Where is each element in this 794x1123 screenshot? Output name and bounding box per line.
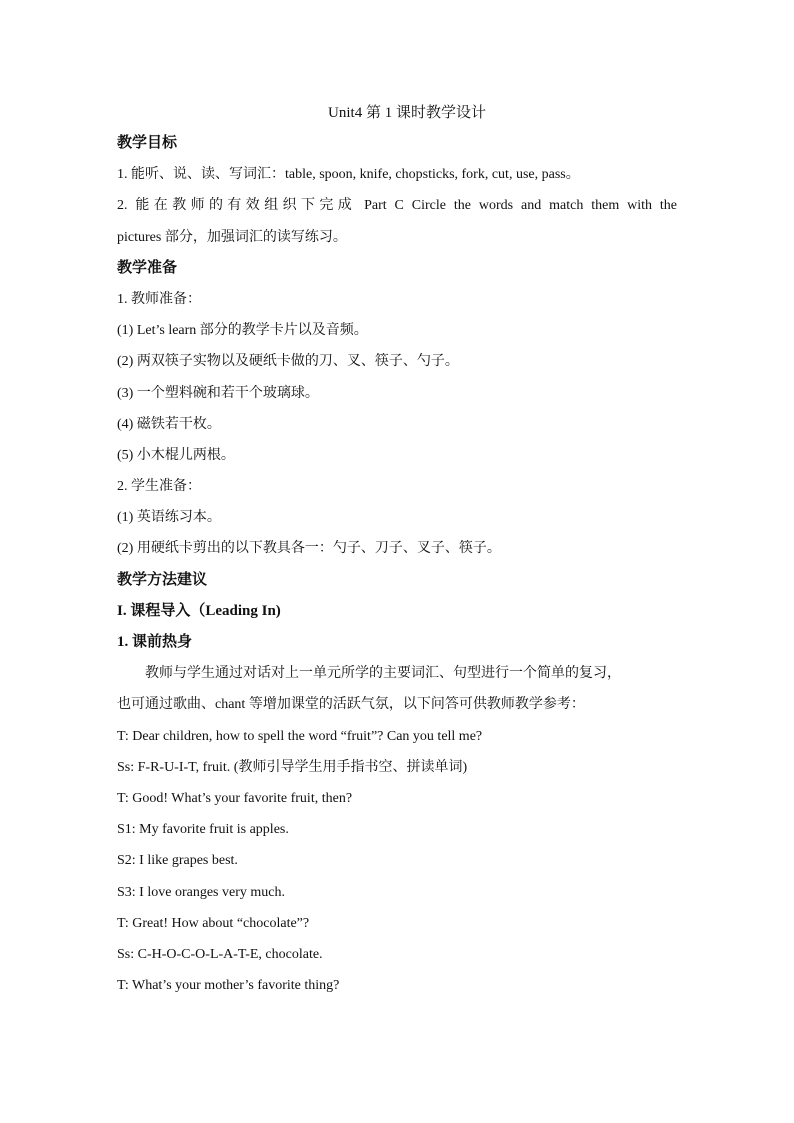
- text-line: 2. 能在教师的有效组织下完成 Part C Circle the words and match them with the: [117, 198, 677, 214]
- text-line: 1. 能听、说、读、写词汇：table, spoon, knife, chopsticks, fork, cut, use, pass。: [117, 167, 580, 183]
- text-line: T: What’s your mother’s favorite thing?: [117, 978, 340, 994]
- document-body: [117, 128, 677, 1001]
- text-line: (2) 两双筷子实物以及硬纸卡做的刀、叉、筷子、勺子。: [117, 354, 459, 370]
- text-line: Ss: F-R-U-I-T, fruit. (教师引导学生用手指书空、拼读单词): [117, 759, 468, 775]
- document-page: [117, 98, 677, 1001]
- text-line: T: Good! What’s your favorite fruit, then?: [117, 790, 353, 806]
- section-heading: 教学方法建议: [117, 571, 208, 588]
- text-line: 1. 教师准备：: [117, 291, 201, 307]
- text-line: S3: I love oranges very much.: [117, 884, 285, 900]
- text-line: S1: My favorite fruit is apples.: [117, 822, 289, 838]
- text-line: pictures 部分，加强词汇的读写练习。: [117, 229, 347, 245]
- text-line: 2. 学生准备：: [117, 479, 201, 495]
- text-line: 也可通过歌曲、chant 等增加课堂的活跃气氛，以下问答可供教师教学参考：: [117, 697, 585, 713]
- text-line: Ss: C-H-O-C-O-L-A-T-E, chocolate.: [117, 946, 323, 962]
- text-line: (3) 一个塑料碗和若干个玻璃球。: [117, 385, 319, 401]
- section-heading: 1. 课前热身: [117, 634, 193, 650]
- text-line: T: Great! How about “chocolate”?: [117, 915, 310, 931]
- document-title: Unit4 第 1 课时教学设计: [328, 105, 486, 121]
- text-line: (2) 用硬纸卡剪出的以下教具各一：勺子、刀子、叉子、筷子。: [117, 541, 501, 557]
- text-line: (1) 英语练习本。: [117, 510, 221, 526]
- section-heading: I. 课程导入（Leading In): [117, 602, 281, 619]
- text-line: (4) 磁铁若干枚。: [117, 416, 221, 432]
- text-line: T: Dear children, how to spell the word “fruit”? Can you tell me?: [117, 728, 483, 744]
- section-heading: 教学目标: [117, 135, 178, 151]
- text-line: (1) Let’s learn 部分的教学卡片以及音频。: [117, 323, 368, 339]
- text-line: (5) 小木棍儿两根。: [117, 447, 235, 463]
- text-line: S2: I like grapes best.: [117, 853, 238, 869]
- text-line: 教师与学生通过对话对上一单元所学的主要词汇、句型进行一个简单的复习，: [145, 666, 621, 682]
- section-heading: 教学准备: [117, 259, 178, 276]
